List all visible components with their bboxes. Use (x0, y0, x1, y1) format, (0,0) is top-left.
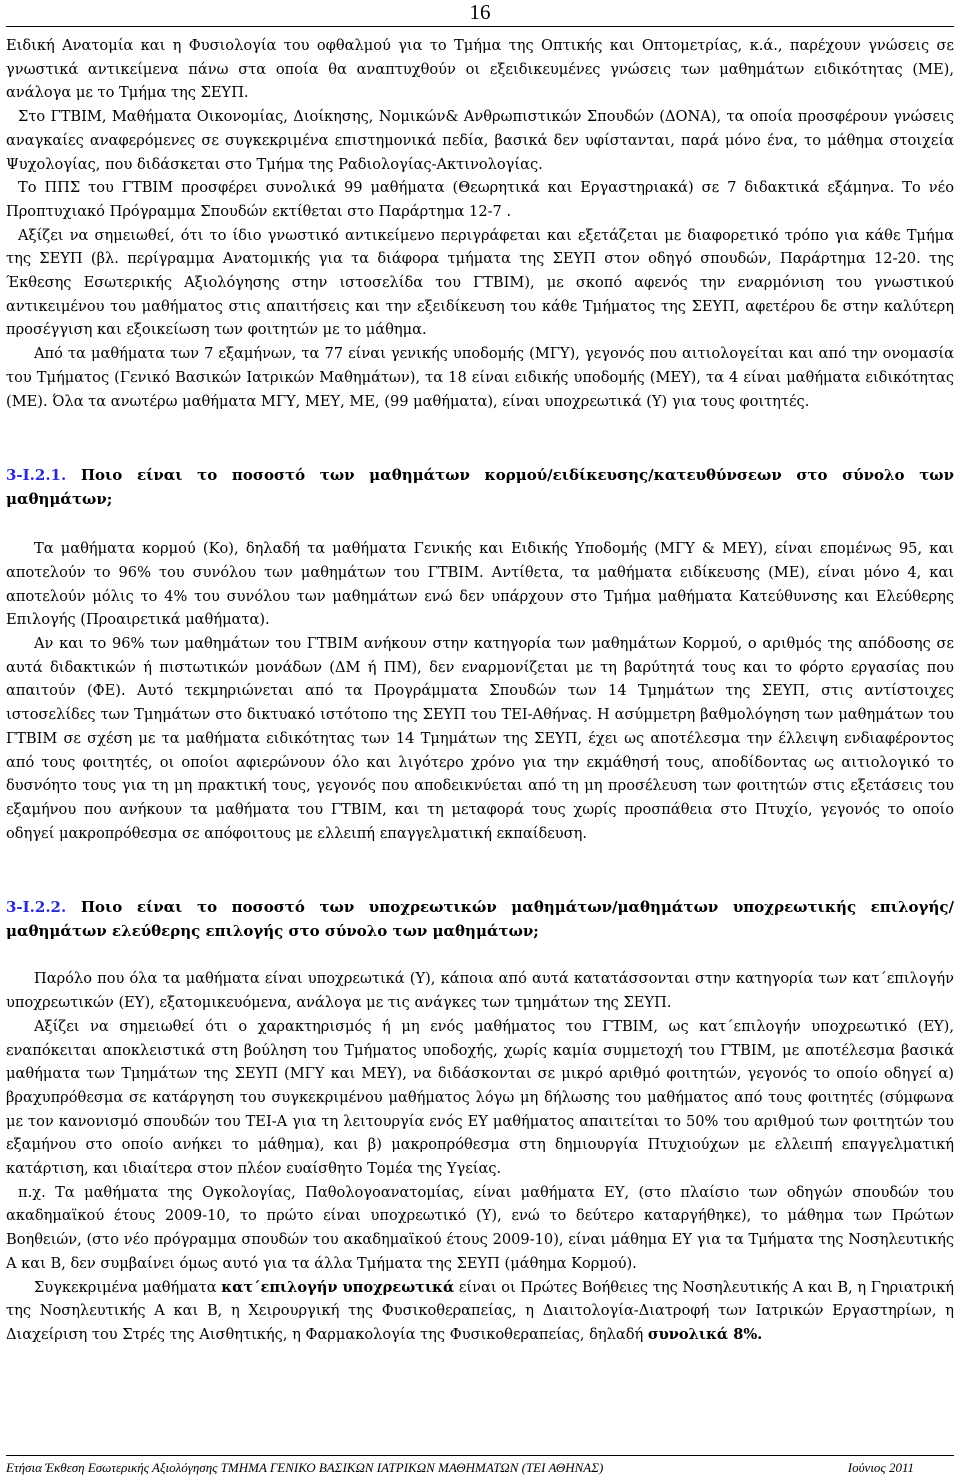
paragraph: Αξίζει να σημειωθεί ότι ο χαρακτηρισμός ή μη ενός μαθήματος του ΓΤΒΙΜ, ως κατ΄επιλογήν υποχρεωτικό (ΕΥ), εναπόκειται αποκλειστικά στη βούληση του Τμήματος υποδοχής, χωρίς καμία συμμετοχή του ΓΤΒΙΜ, με αποτέλεσμα βασικά μαθήματα των Τμημάτων της ΣΕΥΠ (ΜΓΥ και ΜΕΥ), να διδάσκονται σε μικρό αριθμό φοιτητών, γεγονός το οποίο οδηγεί α) βραχυπρόθεσμα σε κατάργηση του συγκεκριμένου μαθήματος λόγω μη δήλωσης του μαθήματος από τους φοιτητές (σύμφωνα με τον κανονισμό σπουδών του ΤΕΙ-Α για τη λειτουργία ενός ΕΥ μαθήματος απαιτείται το 50% του αριθμού των φοιτητών του εξαμήνου στο οποίο ανήκει το μάθημα), και β) μακροπρόθεσμα στη δημιουργία Πτυχιούχων με ελλειπή επαγγελματική κατάρτιση, και ιδιαίτερα στον πλέον ευαίσθητο Τομέα της Υγείας. (6, 1017, 954, 1178)
paragraph: Το ΠΠΣ του ΓΤΒΙΜ προσφέρει συνολικά 99 μαθήματα (Θεωρητικά και Εργαστηριακά) σε 7 διδακτικά εξάμηνα. Το νέο Προπτυχιακό Πρόγραμμα Σπουδών εκτίθεται στο Παράρτημα 12-7 . (6, 179, 954, 220)
paragraph: Από τα μαθήματα των 7 εξαμήνων, τα 77 είναι γενικής υποδομής (ΜΓΥ), γεγονός που αιτιολογείται και από την ονομασία του Τμήματος (Γενικό Βασικών Ιατρικών Μαθημάτων), τα 18 είναι ειδικής υποδομής (ΜΕΥ), τα 4 είναι μαθήματα ειδικότητας (ΜΕ). Όλα τα ανωτέρω μαθήματα ΜΓΥ, ΜΕΥ, ΜΕ, (99 μαθήματα), είναι υποχρεωτικά (Υ) για τους φοιτητές. (6, 345, 954, 410)
section-number: 3-Ι.2.1. (6, 466, 67, 485)
footer-divider (6, 1455, 954, 1456)
section-title: Ποιο είναι το ποσοστό των μαθημάτων κορμού/ειδίκευσης/κατευθύνσεων στο σύνολο των μαθημάτων; (6, 466, 954, 509)
paragraph: Αξίζει να σημειωθεί, ότι το ίδιο γνωστικό αντικείμενο περιγράφεται και εξετάζεται με διαφορετικό τρόπο για κάθε Τμήμα της ΣΕΥΠ (βλ. περίγραμμα Ανατομικής για τα διάφορα τμήματα της ΣΕΥΠ στον οδηγό σπουδών, Παράρτημα 12-20. της Έκθεσης Εσωτερικής Αξιολόγησης στην ιστοσελίδα του ΓΤΒΙΜ), με σκοπό αφενός την εναρμόνιση του γνωστικού αντικειμένου του μαθήματος στις απαιτήσεις και την εξειδίκευση του κάθε Τμήματος της ΣΕΥΠ, αφετέρου δε στην καλύτερη προσέγγιση και εξοικείωση των φοιτητών με το μάθημα. (6, 226, 954, 339)
paragraph: Ειδική Ανατομία και η Φυσιολογία του οφθαλμού για το Τμήμα της Οπτικής και Οπτομετρίας, κ.ά., παρέχουν γνώσεις σε γνωστικά αντικείμενα πάνω στα οποία θα αναπτυχθούν οι εξειδικευμένες γνώσεις των μαθημάτων ειδικότητας (ΜΕ), ανάλογα με το Τμήμα της ΣΕΥΠ. (6, 37, 954, 102)
page-number: 16 (469, 0, 491, 24)
section-heading-3-1-2-2 (6, 895, 954, 943)
header-divider (6, 26, 954, 27)
paragraph: Στο ΓΤΒΙΜ, Μαθήματα Οικονομίας, Διοίκησης, Νομικών& Ανθρωπιστικών Σπουδών (ΔΟΝΑ), τα οποία προσφέρουν γνώσεις αναγκαίες αναφερόμενες σε συγκεκριμένα επιστημονικά πεδία, βασικά δεν υφίστανται, παρά μόνο ένα, το μάθημα στοιχεία Ψυχολογίας, που διδάσκεται στο Τμήμα της Ραδιολογίας-Ακτινολογίας. (6, 108, 954, 173)
footer-date: Ιούνιος 2011 (847, 1460, 914, 1475)
paragraph: Παρόλο που όλα τα μαθήματα είναι υποχρεωτικά (Υ), κάποια από αυτά κατατάσσονται στην κατηγορία των κατ΄επιλογήν υποχρεωτικών (ΕΥ), εξατομικευόμενα, ανάλογα με τις ανάγκες των τμημάτων της ΣΕΥΠ. (6, 970, 954, 1012)
section-number: 3-Ι.2.2. (6, 898, 67, 917)
emphasis-text: συνολικά 8%. (647, 1325, 763, 1343)
document-body (6, 34, 954, 1347)
footer-report-title: Ετήσια Έκθεση Εσωτερικής Αξιολόγησης ΤΜΗΜΑ ΓΕΝΙΚΟ ΒΑΣΙΚΩΝ ΙΑΤΡΙΚΩΝ ΜΑΘΗΜΑΤΩΝ (ΤΕΙ ΑΘΗΝΑΣ) (6, 1460, 604, 1475)
paragraph-text: είναι οι Πρώτες Βοήθειες της Νοσηλευτικής Α και Β, η Γηριατρική της Νοσηλευτικής Α και Β, η Χειρουργική της Φυσικοθεραπείας, η Διαιτολογία-Διατροφή των Ιατρικών Εργαστηρίων, η Διαχείριση του Στρές της Αισθητικής, η Φαρμακολογία της Φυσικοθεραπείας, δηλαδή (6, 1278, 954, 1343)
section-title: Ποιο είναι το ποσοστό των υποχρεωτικών μαθημάτων/μαθημάτων υποχρεωτικής επιλογής/ μαθημάτων ελεύθερης επιλογής στο σύνολο των μαθημάτων; (6, 898, 954, 941)
paragraph: Τα μαθήματα κορμού (Κο), δηλαδή τα μαθήματα Γενικής και Ειδικής Υποδομής (ΜΓΥ & ΜΕΥ), είναι επομένως 95, και αποτελούν το 96% του συνόλου των μαθημάτων του ΓΤΒΙΜ. Αντίθετα, τα μαθήματα ειδίκευσης (ΜΕ), είναι μόνο 4, και αποτελούν μόλις το 4% του συνόλου των μαθημάτων ενώ δεν υπάρχουν στο Τμήμα μαθήματα Κατεύθυνσης και Ελεύθερης Επιλογής (Προαιρετικά μαθήματα). (6, 540, 954, 629)
paragraph-text: Συγκεκριμένα μαθήματα (34, 1278, 222, 1296)
section-heading-3-1-2-1 (6, 463, 954, 511)
paragraph: Αν και το 96% των μαθημάτων του ΓΤΒΙΜ ανήκουν στην κατηγορία των μαθημάτων Κορμού, ο αριθμός της απόδοσης σε αυτά διδακτικών ή πιστωτικών μονάδων (ΔΜ ή ΠΜ), δεν εναρμονίζεται με τη βαρύτητά τους και το φόρτο εργασίας που απαιτούν (ΦΕ). Αυτό τεκμηριώνεται από τα Προγράμματα Σπουδών των 14 Τμημάτων της ΣΕΥΠ, στις αντίστοιχες ιστοσελίδες των Τμημάτων στο δικτυακό ιστότοπο της ΣΕΥΠ του ΤΕΙ-Αθήνας. Η ασύμμετρη βαθμολόγηση των μαθημάτων του ΓΤΒΙΜ σε σχέση με τα μαθήματα ειδικότητας των 14 Τμημάτων της ΣΕΥΠ, έχει ως αποτέλεσμα την έλλειψη ενδιαφέροντος από τους φοιτητές, οι οποίοι αφιερώνουν όλο και λιγότερο χρόνο για την εκμάθησή τους, αποδίδοντας ως αιτιολογικό το δυσνόητο τους για τη μη πρακτική τους, γεγονός που αποδεικνύεται από τη μη προσέλευση των φοιτητών στις εξετάσεις του εξαμήνου που ανήκουν τα μαθήματα του ΓΤΒΙΜ, και τη μεταφορά τους χωρίς προσπάθεια στο Πτυχίο, γεγονός το οποίο οδηγεί μακροπρόθεσμα σε απόφοιτους με ελλειπή επαγγελματική εκπαίδευση. (6, 635, 954, 842)
paragraph (6, 1276, 954, 1347)
emphasis-text: κατ΄επιλογήν υποχρεωτικά (221, 1278, 455, 1296)
paragraph: π.χ. Τα μαθήματα της Ογκολογίας, Παθολογοανατομίας, είναι μαθήματα ΕΥ, (στο πλαίσιο των οδηγών σπουδών του ακαδημαϊκού έτους 2009-10, το πρώτο είναι υποχρεωτικό (Υ), ενώ το δεύτερο καταργήθηκε), το μάθημα των Πρώτων Βοηθειών, (στο νέο πρόγραμμα σπουδών του ακαδημαϊκού έτους 2009-10), είναι μάθημα ΕΥ για τα Τμήματα της Νοσηλευτικής Α και Β, δεν συμβαίνει όμως αυτό για τα άλλα Τμήματα της ΣΕΥΠ (μάθημα Κορμού). (6, 1183, 954, 1272)
